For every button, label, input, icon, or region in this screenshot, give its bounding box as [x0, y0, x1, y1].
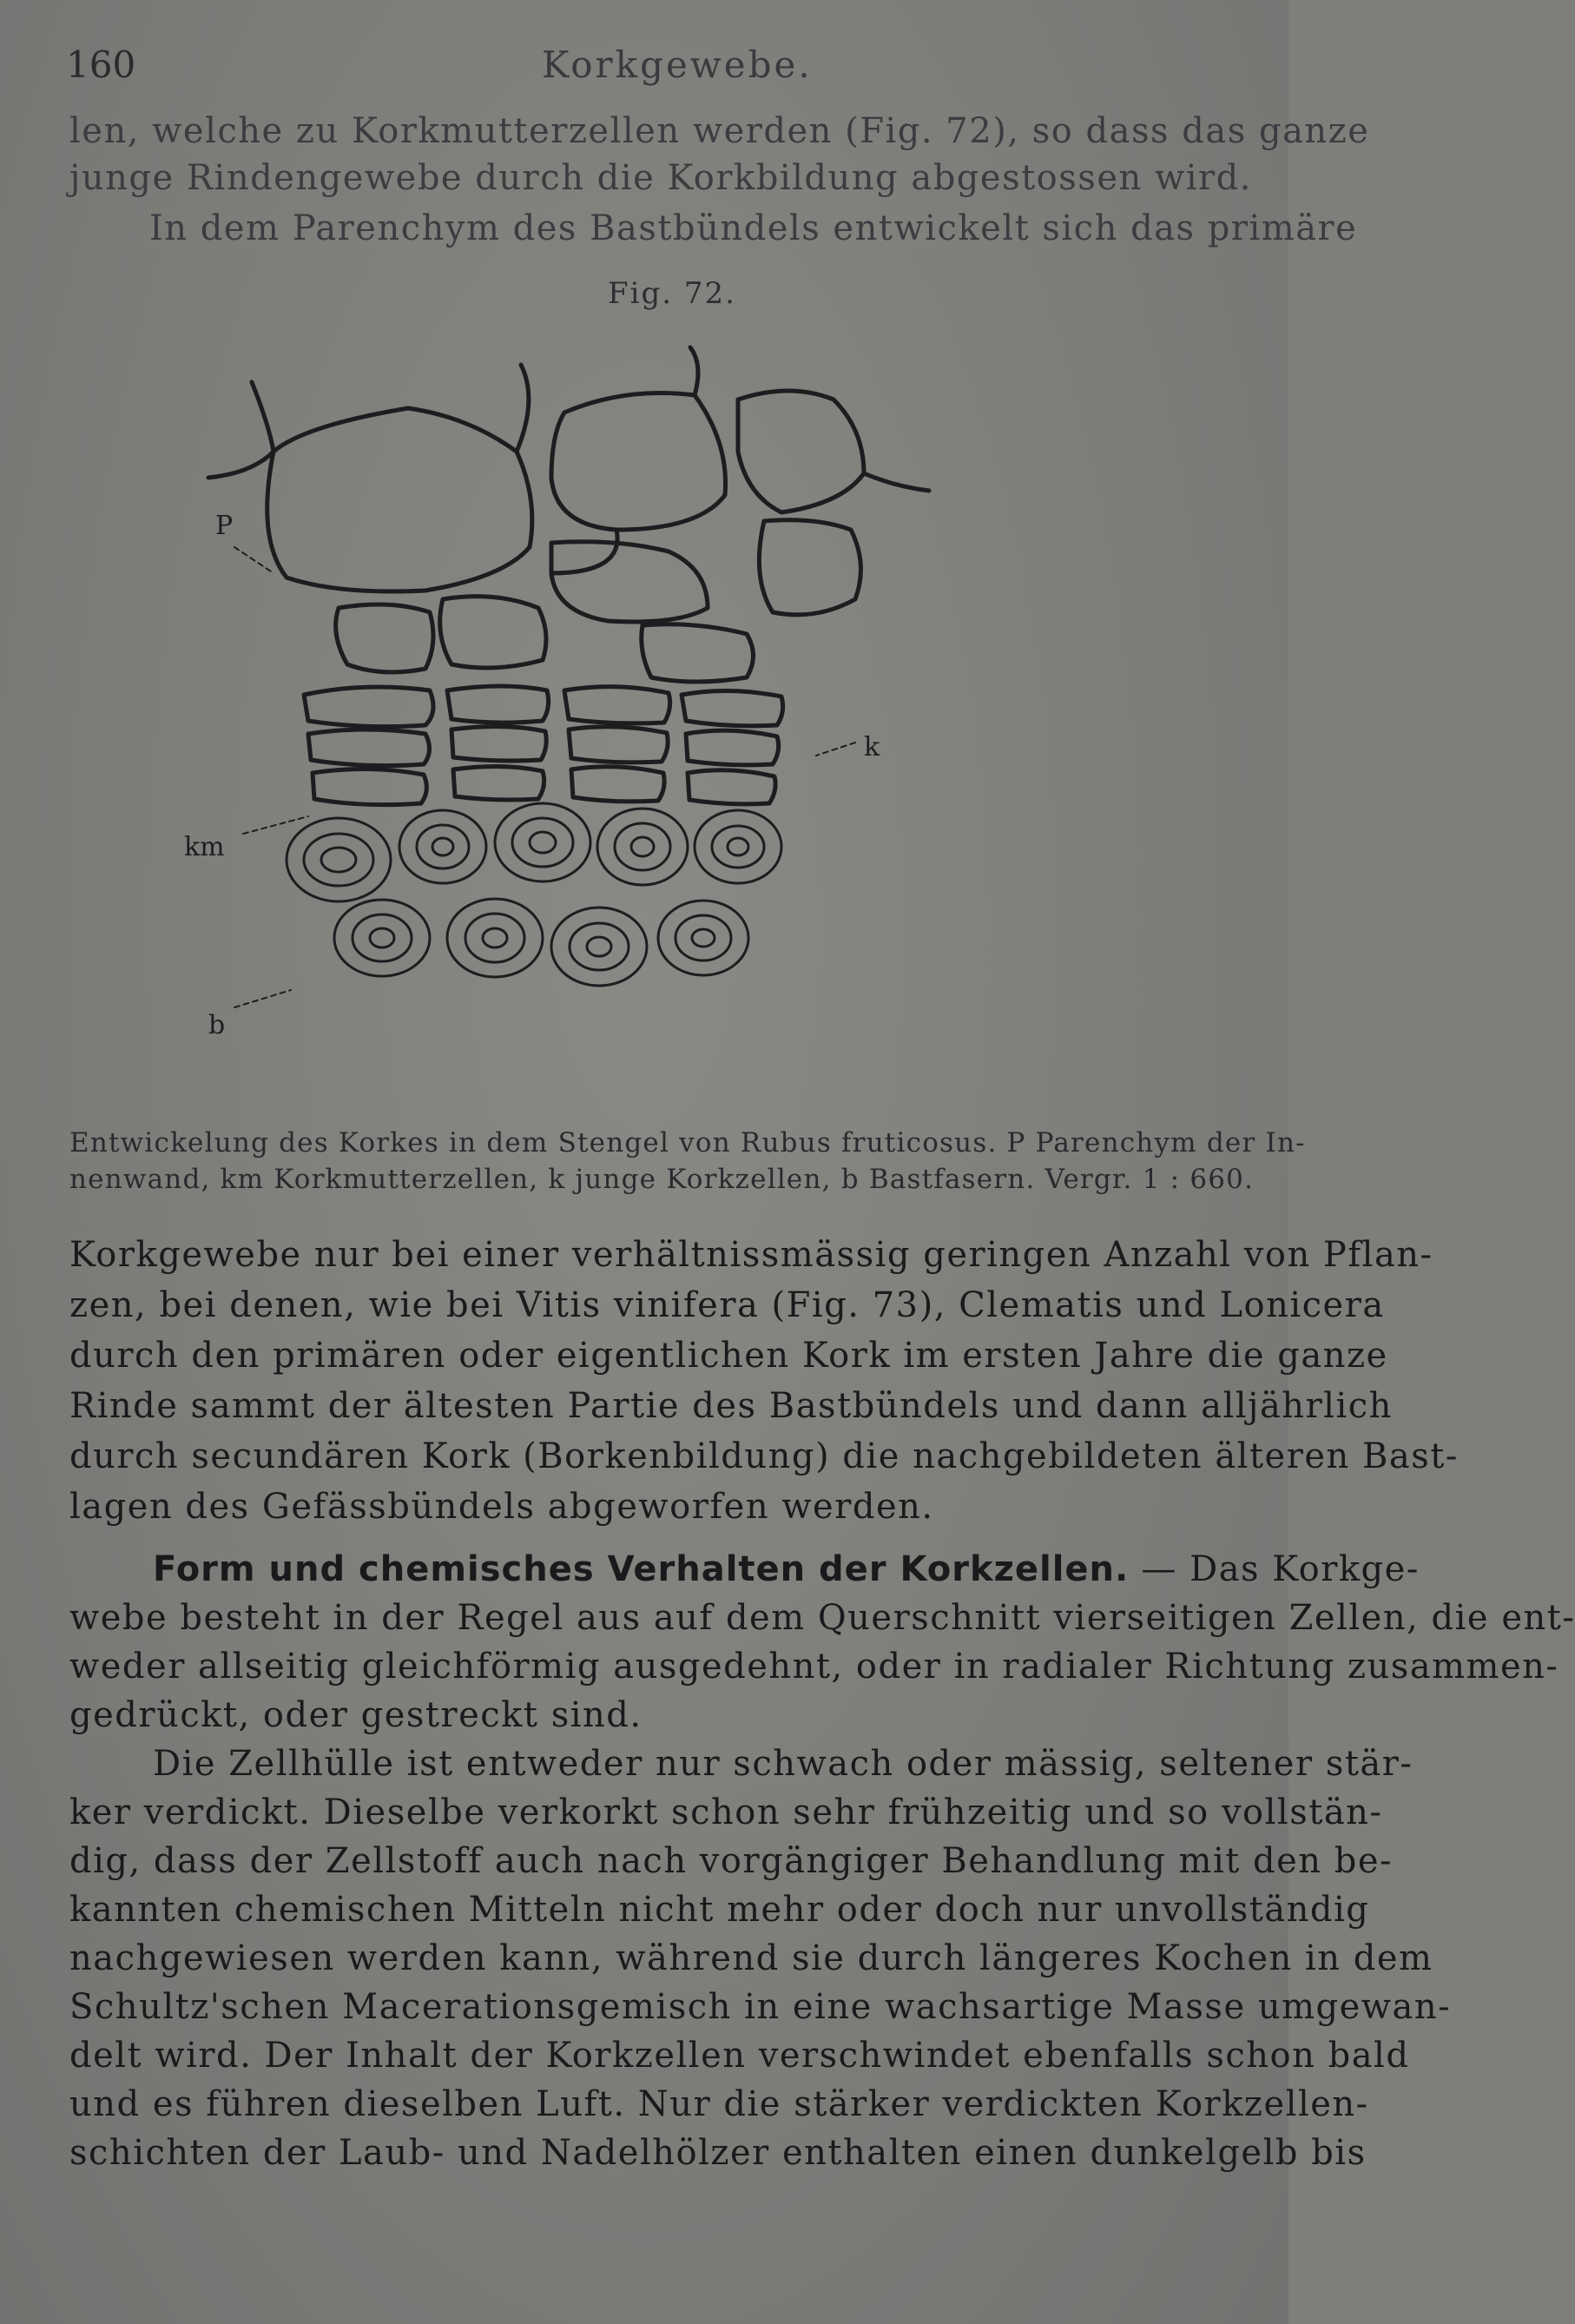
text-line: ker verdickt. Dieselbe verkorkt schon sehr frühzeitig und so vollstän- [69, 1793, 1383, 1832]
text-line: delt wird. Der Inhalt der Korkzellen verschwindet ebenfalls schon bald [69, 2036, 1410, 2076]
figure-caption-line: nenwand, km Korkmutterzellen, k junge Korkzellen, b Bastfasern. Vergr. 1 : 660. [69, 1164, 1255, 1195]
text-line: gedrückt, oder gestreckt sind. [69, 1695, 643, 1735]
text-line: nachgewiesen werden kann, während sie durch längeres Kochen in dem [69, 1938, 1433, 1978]
parenchyma-cell [759, 520, 860, 615]
cork-tissue-figure [184, 347, 972, 1094]
text-line: Rinde sammt der ältesten Partie des Bastbündels und dann alljährlich [69, 1386, 1393, 1426]
text-line [153, 1549, 1420, 1589]
text-line: zen, bei denen, wie bei Vitis vinifera (Fig. 73), Clematis und Lonicera [69, 1285, 1385, 1325]
running-head: Korkgewebe. [542, 43, 813, 86]
section-title: Form und chemisches Verhalten der Korkzellen. [153, 1549, 1130, 1589]
parenchyma-cell [440, 597, 546, 668]
figure-label-p: P [215, 511, 234, 541]
text-line: weder allseitig gleichförmig ausgedehnt, oder in radialer Richtung zusammen- [69, 1647, 1559, 1687]
text-line: webe besteht in der Regel aus auf dem Querschnitt vierseitigen Zellen, die ent- [69, 1598, 1575, 1638]
figure-caption-line: Entwickelung des Korkes in dem Stengel von Rubus fruticosus. P Parenchym der In- [69, 1127, 1306, 1159]
figure-label: Fig. 72. [608, 276, 736, 311]
text-line: durch secundären Kork (Borkenbildung) die nachgebildeten älteren Bast- [69, 1436, 1459, 1476]
text-line: Die Zellhülle ist entweder nur schwach oder mässig, seltener stär- [153, 1744, 1414, 1784]
text-line: junge Rindengewebe durch die Korkbildung abgestossen wird. [69, 158, 1252, 198]
parenchyma-cell [551, 542, 708, 622]
figure-label-k: k [864, 732, 880, 763]
text-line: und es führen dieselben Luft. Nur die stärker verdickten Korkzellen- [69, 2084, 1369, 2124]
text-line: lagen des Gefässbündels abgeworfen werden. [69, 1487, 934, 1527]
cork-cell-rows [304, 686, 783, 805]
text-line: durch den primären oder eigentlichen Kork im ersten Jahre die ganze [69, 1336, 1388, 1376]
parenchyma-cell [642, 624, 754, 682]
text-line: dig, dass der Zellstoff auch nach vorgängiger Behandlung mit den be- [69, 1841, 1394, 1881]
text-line: Schultz'schen Macerationsgemisch in eine wachsartige Masse umgewan- [69, 1987, 1452, 2027]
text-line: len, welche zu Korkmutterzellen werden (Fig. 72), so dass das ganze [69, 111, 1370, 151]
text-line: In dem Parenchym des Bastbündels entwickelt sich das primäre [149, 208, 1358, 248]
text-line: kannten chemischen Mitteln nicht mehr oder doch nur unvollständig [69, 1890, 1370, 1930]
text-fragment: Das Korkge- [1189, 1549, 1420, 1589]
bast-fibers [287, 803, 781, 986]
text-line: Korkgewebe nur bei einer verhältnissmässig geringen Anzahl von Pflan- [69, 1235, 1433, 1275]
parenchyma-cell [267, 408, 532, 591]
figure-label-b: b [208, 1010, 226, 1040]
parenchyma-cell [551, 393, 726, 531]
parenchyma-cell [738, 391, 864, 512]
text-line: schichten der Laub- und Nadelhölzer enthalten einen dunkelgelb bis [69, 2133, 1367, 2173]
page-header [66, 43, 1273, 96]
page-number: 160 [66, 43, 136, 86]
parenchyma-cell [336, 604, 433, 672]
em-dash: — [1141, 1549, 1177, 1589]
figure-label-km: km [184, 832, 225, 862]
